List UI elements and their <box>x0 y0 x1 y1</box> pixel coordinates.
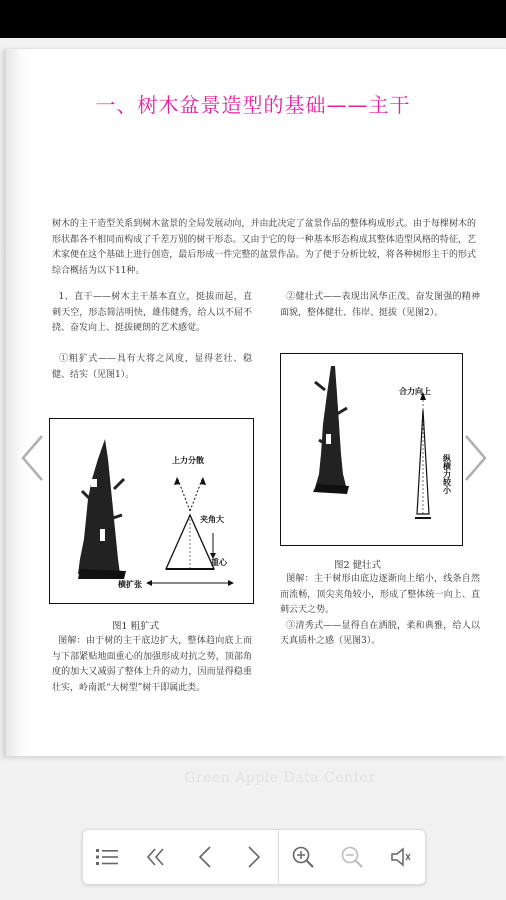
fig1-explanation-text: 图解：由于树的主干底边扩大，整体趋向底上而与下部紧贴地面重心的加强形成对抗之势，顶部角度的加大又减弱了整体上升的动力，因而显得稳重壮实，岭南派“大树型”树干即属此类。 <box>52 636 252 693</box>
fig1-label-center: 重心 <box>211 558 227 567</box>
fig2-explanation-text: 图解：主干树形由底边逐渐向上缩小，线条自然而流畅，顶尖夹角较小，形成了整体统一向上、直刺云天之势。 <box>280 574 480 615</box>
page-curl-shadow <box>6 49 30 756</box>
first-page-icon[interactable] <box>132 829 181 885</box>
intro-paragraph: 树木的主干造型关系到树木盆景的全局发展动向，并由此决定了盆景作品的整体构成形式。由于每棵树木的形状都各不相同而构成了千差万别的树干形态。又由于它的每一种基本形态构成其整体造型风格的特征，艺术家便在这个基础上进行创造，最后形成一件完整的盆景作品。为了便于分析比较，将各种树形主干的形式综合概括为以下11种。 <box>52 219 476 276</box>
figure-1-explanation <box>52 634 252 696</box>
list-icon[interactable] <box>83 829 132 885</box>
status-bar <box>0 0 506 38</box>
style1-heading: ①粗犷式 <box>59 354 99 364</box>
fig1-label-force: 上力分散 <box>172 456 204 465</box>
style1-text: ——具有大将之风度，显得老壮、稳健、结实（见图1）。 <box>52 354 252 380</box>
zoom-in-icon[interactable] <box>279 829 328 885</box>
style3-text: ——显得自在洒脱，柔和典雅，给人以天真质朴之感（见图3）。 <box>280 620 480 646</box>
prev-page-arrow-icon[interactable] <box>20 434 46 482</box>
style2-heading: ②健壮式 <box>286 292 324 302</box>
next-page-arrow-icon[interactable] <box>462 434 488 482</box>
figure-1-diagram <box>49 418 254 604</box>
page-title: 一、树木盆景造型的基础——主干 <box>95 93 411 117</box>
style3-heading: ③清秀式 <box>286 620 324 631</box>
figure-1-caption: 图1 粗犷式 <box>112 621 160 632</box>
style2-text: ——表现出风华正茂、奋发图强的精神面貌，整体健壮、伟岸、挺拔（见图2）。 <box>280 292 480 318</box>
figure-2-diagram <box>280 353 463 546</box>
previous-icon[interactable] <box>180 829 229 885</box>
style2-paragraph <box>280 290 480 321</box>
fig1-label-angle: 夹角大 <box>200 515 224 524</box>
figure-2-explanation <box>280 572 480 650</box>
section-heading: 1、直干 <box>58 292 93 302</box>
watermark: Green Apple Data Center <box>184 770 376 786</box>
section-text: ——树木主干基本直立，挺拔而起，直刺天空，形态简洁明快，雄伟健秀，给人以不屈不挠、奋发向上、挺拔硬朗的艺术感觉。 <box>52 292 252 333</box>
figure-2-caption: 图2 健壮式 <box>334 560 382 571</box>
next-icon[interactable] <box>229 829 278 885</box>
speaker-icon[interactable] <box>376 829 425 885</box>
zoom-out-icon[interactable] <box>328 829 377 885</box>
section-straight-trunk <box>52 290 252 337</box>
fig2-label-force: 合力向上 <box>399 387 431 396</box>
fig1-label-base: 横扩张 <box>118 580 142 589</box>
reader-toolbar <box>82 829 426 885</box>
style1-paragraph <box>52 352 252 383</box>
fig2-label-vertical: 纵横力较小 <box>442 454 452 494</box>
